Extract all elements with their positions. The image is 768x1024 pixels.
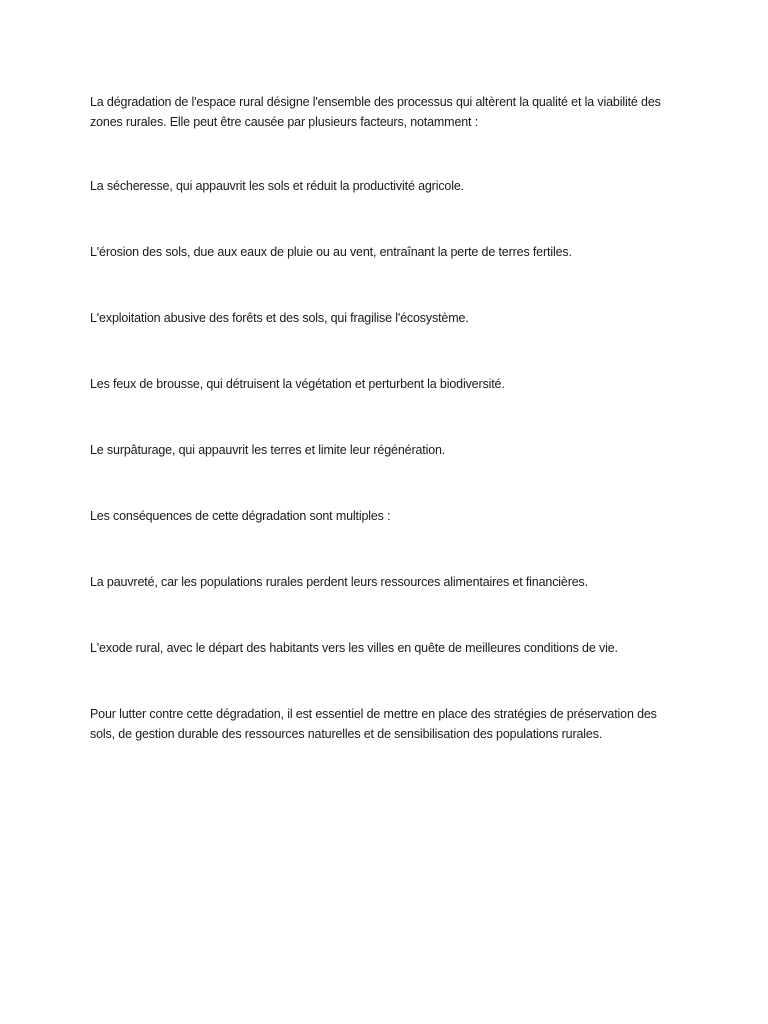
paragraph-conclusion: Pour lutter contre cette dégradation, il est essentiel de mettre en place des stratégies de préservation des sols, de gestion durable des ressources naturelles et de sensibilisation des populations rurales. xyxy=(90,707,657,741)
paragraph-deforestation: L'exploitation abusive des forêts et des sols, qui fragilise l'écosystème. xyxy=(90,311,469,325)
paragraph-overgrazing: Le surpâturage, qui appauvrit les terres et limite leur régénération. xyxy=(90,443,446,457)
paragraph-consequences: Les conséquences de cette dégradation sont multiples : xyxy=(90,509,391,523)
paragraph-rural-exodus: L'exode rural, avec le départ des habitants vers les villes en quête de meilleures conditions de vie. xyxy=(90,641,618,655)
paragraph-bushfires: Les feux de brousse, qui détruisent la végétation et perturbent la biodiversité. xyxy=(90,377,505,391)
paragraph-erosion: L'érosion des sols, due aux eaux de pluie ou au vent, entraînant la perte de terres fertiles. xyxy=(90,245,572,259)
paragraph-poverty: La pauvreté, car les populations rurales perdent leurs ressources alimentaires et financières. xyxy=(90,575,588,589)
document-body xyxy=(90,92,680,788)
paragraph-intro: La dégradation de l'espace rural désigne l'ensemble des processus qui altèrent la qualité et la viabilité des zones rurales. Elle peut être causée par plusieurs facteurs, notamment : xyxy=(90,95,661,129)
paragraph-drought: La sécheresse, qui appauvrit les sols et réduit la productivité agricole. xyxy=(90,179,464,193)
